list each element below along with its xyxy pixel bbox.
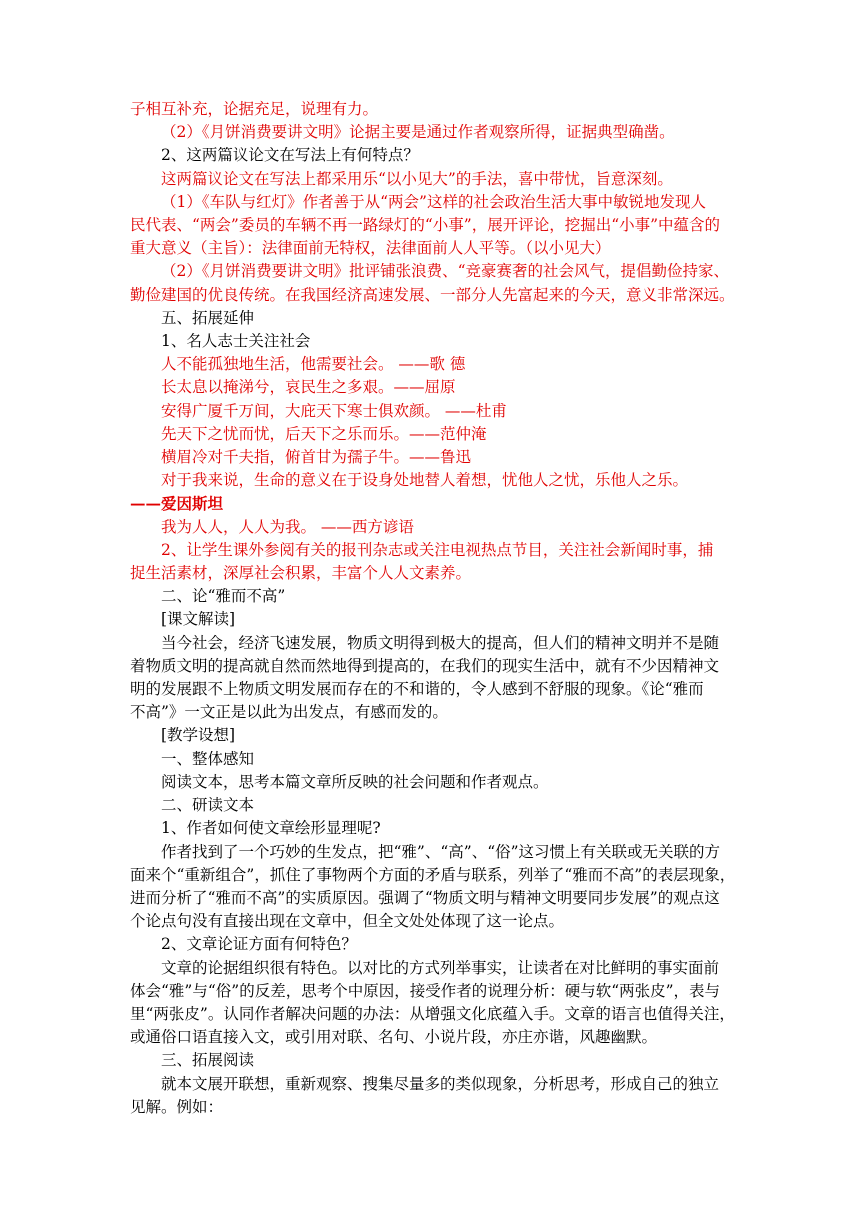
text-line: 人不能孤独地生活，他需要社会。 ——歌 德	[161, 355, 466, 374]
text-line: （1）《车队与红灯》作者善于从“两会”这样的社会政治生活大事中敏锐地发现人	[161, 192, 706, 211]
text-line: 重大意义（主旨）：法律面前无特权，法律面前人人平等。（以小见大）	[130, 239, 611, 258]
text-line: 里“两张皮”。认同作者解决问题的办法：从增强文化底蕴入手。文章的语言也值得关注，	[130, 1004, 735, 1023]
text-line: 民代表、“两会”委员的车辆不再一路绿灯的“小事”，展开评论，挖掘出“小事”中蕴含的	[130, 216, 721, 235]
text-line: [课文解读]	[161, 610, 236, 629]
text-line: （2）《月饼消费要讲文明》论据主要是通过作者观察所得，证据典型确凿。	[161, 123, 675, 142]
text-line: 不高”》一文正是以此为出发点，有感而发的。	[130, 703, 448, 722]
text-line: 长太息以掩涕兮，哀民生之多艰。——屈原	[161, 378, 456, 397]
text-line: 明的发展跟不上物质文明发展而存在的不和谐的，令人感到不舒服的现象。《论“雅而	[130, 680, 704, 699]
text-line: ——爱因斯坦	[130, 494, 224, 514]
text-line: 对于我来说，生命的意义在于设身处地替人着想，忧他人之忧，乐他人之乐。	[161, 471, 689, 490]
text-line: 或通俗口语直接入文，或引用对联、名句、小说片段，亦庄亦谐，风趣幽默。	[130, 1028, 658, 1047]
text-line: 2、这两篇议论文在写法上有何特点？	[161, 146, 419, 165]
text-line: 进而分析了“雅而不高”的实质原因。强调了“物质文明与精神文明要同步发展”的观点这	[130, 888, 720, 907]
text-line: 五、拓展延伸	[161, 308, 255, 327]
text-line: 着物质文明的提高就自然而然地得到提高的，在我们的现实生活中，就有不少因精神文	[130, 656, 720, 675]
text-line: 二、研读文本	[161, 796, 255, 815]
text-line: 见解。例如：	[130, 1097, 224, 1116]
text-line: （2）《月饼消费要讲文明》批评铺张浪费、“竞豪赛奢的社会风气，提倡勤俭持家、	[161, 262, 730, 281]
text-line: 作者找到了一个巧妙的生发点，把“雅”、“高”、“俗”这习惯上有关联或无关联的方	[161, 842, 721, 861]
text-line: 先天下之忧而忧，后天下之乐而乐。——范仲淹	[161, 424, 487, 443]
text-line: 三、拓展阅读	[161, 1051, 255, 1070]
text-line: 面来个“重新组合”，抓住了事物两个方面的矛盾与联系，列举了“雅而不高”的表层现象，	[130, 865, 736, 884]
text-line: 当今社会，经济飞速发展，物质文明得到极大的提高，但人们的精神文明并不是随	[161, 633, 720, 652]
text-line: 这两篇议论文在写法上都采用乐“以小见大”的手法，喜中带忧，旨意深刻。	[161, 169, 673, 188]
text-line: 子相互补充，论据充足，说理有力。	[130, 100, 379, 118]
text-line: [教学设想]	[161, 726, 236, 745]
text-line: 横眉冷对千夫指，俯首甘为孺子牛。——鲁迅	[161, 448, 472, 467]
document-page	[130, 98, 735, 1119]
text-line: 勤俭建国的优良传统。在我国经济高速发展、一部分人先富起来的今天，意义非常深远。	[130, 285, 735, 304]
text-line: 个论点句没有直接出现在文章中，但全文处处体现了这一论点。	[130, 912, 565, 931]
text-line: 就本文展开联想，重新观察、搜集尽量多的类似现象，分析思考，形成自己的独立	[161, 1074, 720, 1093]
text-line: 二、论“雅而不高”	[161, 587, 286, 606]
text-line: 文章的论据组织很有特色。以对比的方式列举事实，让读者在对比鲜明的事实面前	[161, 958, 720, 977]
text-line: 我为人人，人人为我。 ——西方谚语	[161, 517, 414, 536]
text-line: 一、整体感知	[161, 749, 255, 768]
text-line: 体会“雅”与“俗”的反差，思考个中原因，接受作者的说理分析：硬与软“两张皮”，表与	[130, 981, 721, 1000]
text-line: 捉生活素材，深厚社会积累，丰富个人人文素养。	[130, 564, 472, 583]
text-line: 安得广厦千万间，大庇天下寒士俱欢颜。 ——杜甫	[161, 401, 507, 420]
text-line: 1、名人志士关注社会	[161, 332, 311, 351]
text-line: 2、文章论证方面有何特色？	[161, 935, 357, 954]
text-line: 阅读文本，思考本篇文章所反映的社会问题和作者观点。	[161, 772, 549, 791]
text-line: 2、让学生课外参阅有关的报刊杂志或关注电视热点节目，关注社会新闻时事，捕	[161, 540, 714, 559]
text-line: 1、作者如何使文章绘形显理呢?	[161, 819, 381, 838]
